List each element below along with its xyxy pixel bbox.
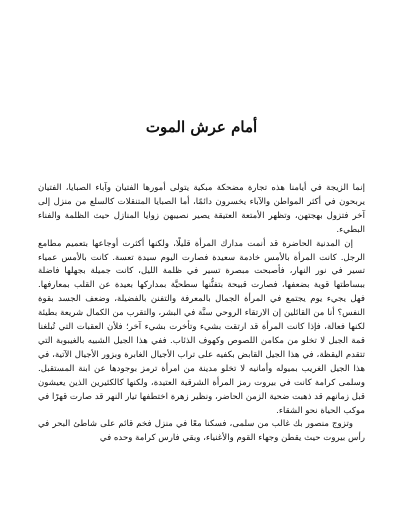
paragraph-3: وتزوج منصور بك غالب من سلمى، فسكنا معًا في منزل فخم قائم على شاطئ البحر في رأس بيروت حيث يقطن وجهاء القوم والأغنياء، وبقي فارس كرامة وحده في xyxy=(38,419,365,444)
chapter-title: أمام عرش الموت xyxy=(145,118,258,136)
book-page xyxy=(38,0,365,532)
paragraph-1: إنما الزيجة في أيامنا هذه تجارة مضحكة مبكية يتولى أمورها الفتيان وآباء الصبايا، الفتيان يربحون في أكثر المواطن والآباء يخسرون دائمًا، أما الصبايا المتنقلات كالسلع من منزل إلى آخر فتزول بهجتهن، وتظهر الأمتعة العتيقة يصير نصيبهن زوايا المنازل حيث الظلمة والفناء البطيء. xyxy=(38,183,365,235)
chapter-body xyxy=(38,182,365,446)
paragraph-2: إن المدنية الحاضرة قد أنمت مدارك المرأة قليلًا، ولكنها أكثرت أوجاعها بتعميم مطامع الرجل. كانت المرأة بالأمس خادمة سعيدة فصارت اليوم سيدة تعسة. كانت بالأمس عمياء تسير في نور النهار، فأصبحت مبصرة تسير في ظلمة الليل، كانت جميلة بجهلها فاضلة ببساطتها قوية بضعفها، فصارت قبيحة بتفنُّنها سطحيَّة بمداركها بعيدة عن القلب بمعارفها. فهل يجيء يوم يجتمع في المرأة الجمال بالمعرفة والتفنن بالفضيلة، وضعف الجسد بقوة النفس؟ أنا من القائلين إن الارتقاء الروحي سنَّة في البشر، والتقرب من الكمال شريعة بطيئة لكنها فعالة، فإذا كانت المرأة قد ارتقت بشيء وتأخرت بشيء آخر؛ فلأن العقبات التي تُبلغنا قمة الجبل لا تخلو من مكامن اللصوص وكهوف الذئاب. ففي هذا الجيل الشبيه بالغيبوبة التي تتقدم اليقظة، في هذا الجيل القابض بكفيه على تراب الأجيال الغابرة وبزور الأجيال الآتية، في هذا الجيل الغريب بميوله وأمانيه لا تخلو مدينة من امرأة ترمز بوجودها عن ابنة المستقبل. وسلمى كرامة كانت في بيروت رمز المرأة الشرقية العتيدة، ولكنها كالكثيرين الذين يعيشون قبل زمانهم قد ذهبت ضحية الزمن الحاضر، ونظير زهرة اختطفها تيار النهر قد صارت قهرًا في موكب الحياة نحو الشقاء. xyxy=(38,238,365,416)
